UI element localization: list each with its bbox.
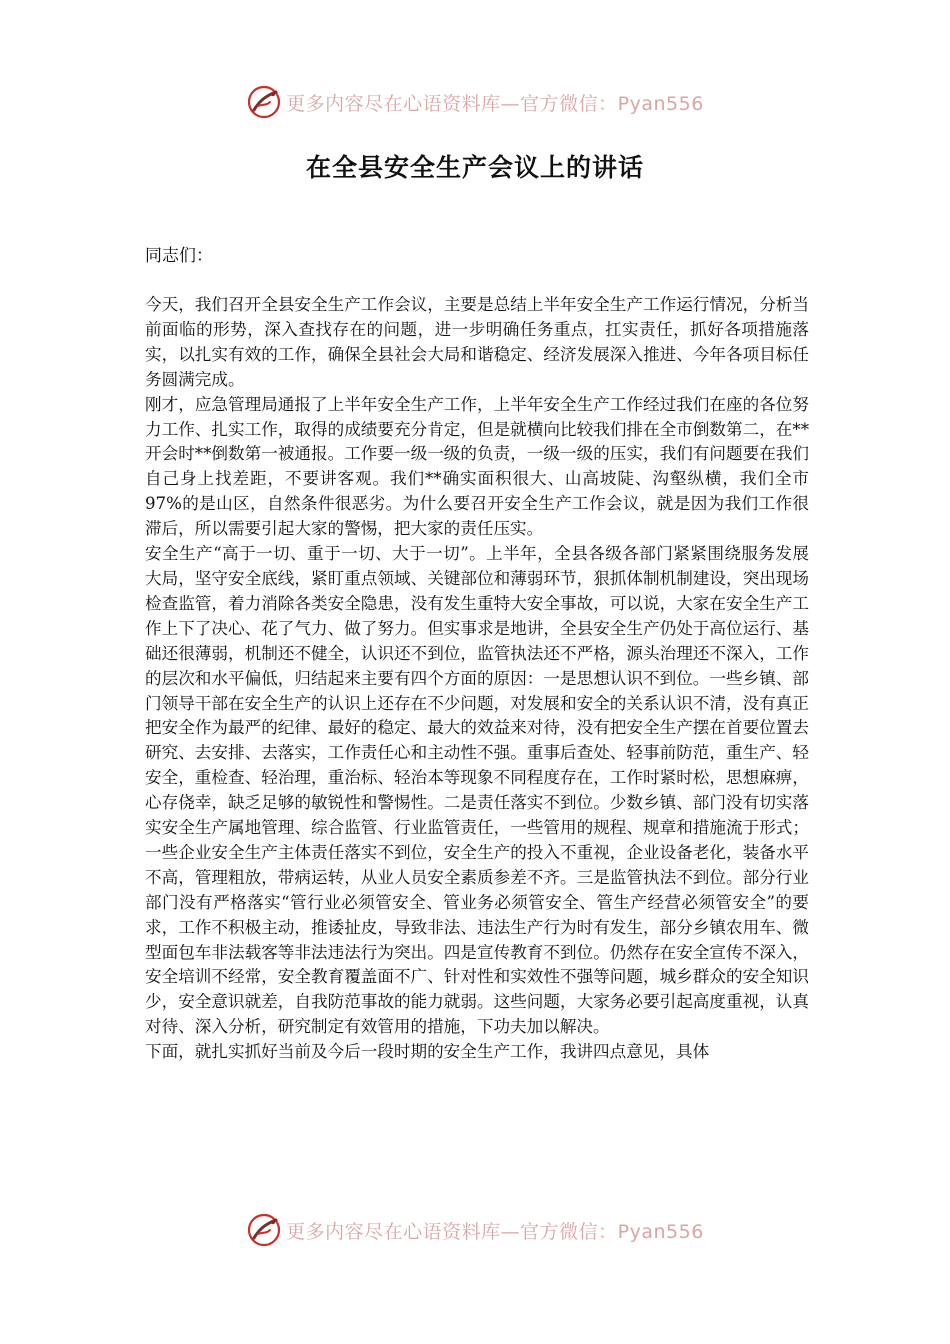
banner-wechat-id: Pyan556 — [617, 92, 704, 115]
banner-wechat-id: Pyan556 — [617, 1220, 704, 1243]
header-watermark-banner — [0, 82, 950, 122]
logo-icon — [246, 84, 282, 120]
paragraph-1: 今天，我们召开全县安全生产工作会议，主要是总结上半年安全生产工作运行情况，分析当前面临的形势，深入查找存在的问题，进一步明确任务重点，扛实责任，抓好各项措施落实，以扎实有效的工作，确保全县社会大局和谐稳定、经济发展深入推进、今年各项目标任务圆满完成。 — [145, 295, 809, 389]
banner-text: 更多内容尽在心语资料库—官方微信：Pyan556 — [286, 1220, 704, 1243]
document-title: 在全县安全生产会议上的讲话 — [305, 153, 644, 182]
paragraph-3: 安全生产“高于一切、重于一切、大于一切”。上半年，全县各级各部门紧紧围绕服务发展大局，坚守安全底线，紧盯重点领域、关键部位和薄弱环节，狠抓体制机制建设，突出现场检查监管，着力消除各类安全隐患，没有发生重特大安全事故，可以说，大家在安全生产工作上下了决心、花了气力、做了努力。但实事求是地讲，全县安全生产仍处于高位运行、基础还很薄弱，机制还不健全，认识还不到位，监管执法还不严格，源头治理还不深入，工作的层次和水平偏低，归结起来主要有四个方面的原因：一是思想认识不到位。一些乡镇、部门领导干部在安全生产的认识上还存在不少问题，对发展和安全的关系认识不清，没有真正把安全作为最严的纪律、最好的稳定、最大的效益来对待，没有把安全生产摆在首要位置去研究、去安排、去落实，工作责任心和主动性不强。重事后查处、轻事前防范，重生产、轻安全，重检查、轻治理，重治标、轻治本等现象不同程度存在，工作时紧时松，思想麻痹，心存侥幸，缺乏足够的敏锐性和警惕性。二是责任落实不到位。少数乡镇、部门没有切实落实安全生产属地管理、综合监管、行业监管责任，一些管用的规程、规章和措施流于形式；一些企业安全生产主体责任落实不到位，安全生产的投入不重视，企业设备老化，装备水平不高，管理粗放，带病运转，从业人员安全素质参差不齐。三是监管执法不到位。部分行业部门没有严格落实“管行业必须管安全、管业务必须管安全、管生产经营必须管安全”的要求，工作不积极主动，推诿扯皮，导致非法、违法生产行为时有发生，部分乡镇农用车、微型面包车非法载客等非法违法行为突出。四是宣传教育不到位。仍然存在安全宣传不深入，安全培训不经常，安全教育覆盖面不广、针对性和实效性不强等问题，城乡群众的安全知识少，安全意识就差，自我防范事故的能力就弱。这些问题，大家务必要引起高度重视，认真对待、深入分析，研究制定有效管用的措施，下功夫加以解决。 — [145, 544, 809, 1037]
paragraph-4: 下面，就扎实抓好当前及今后一段时期的安全生产工作，我讲四点意见，具体 — [145, 1042, 710, 1062]
banner-text: 更多内容尽在心语资料库—官方微信：Pyan556 — [286, 92, 704, 115]
salutation: 同志们： — [145, 246, 213, 266]
paragraph-2: 刚才，应急管理局通报了上半年安全生产工作，上半年安全生产工作经过我们在座的各位努力工作、扎实工作，取得的成绩要充分肯定，但是就横向比较我们排在全市倒数第二，在**开会时**倒数第一被通报。工作要一级一级的负责，一级一级的压实，我们有问题要在我们自己身上找差距，不要讲客观。我们**确实面积很大、山高坡陡、沟壑纵横，我们全市97%的是山区，自然条件很恶劣。为什么要召开安全生产工作会议，就是因为我们工作很滞后，所以需要引起大家的警惕，把大家的责任压实。 — [145, 394, 809, 539]
logo-icon — [246, 1212, 282, 1248]
document-body — [145, 293, 809, 1196]
footer-watermark-banner — [0, 1210, 950, 1250]
